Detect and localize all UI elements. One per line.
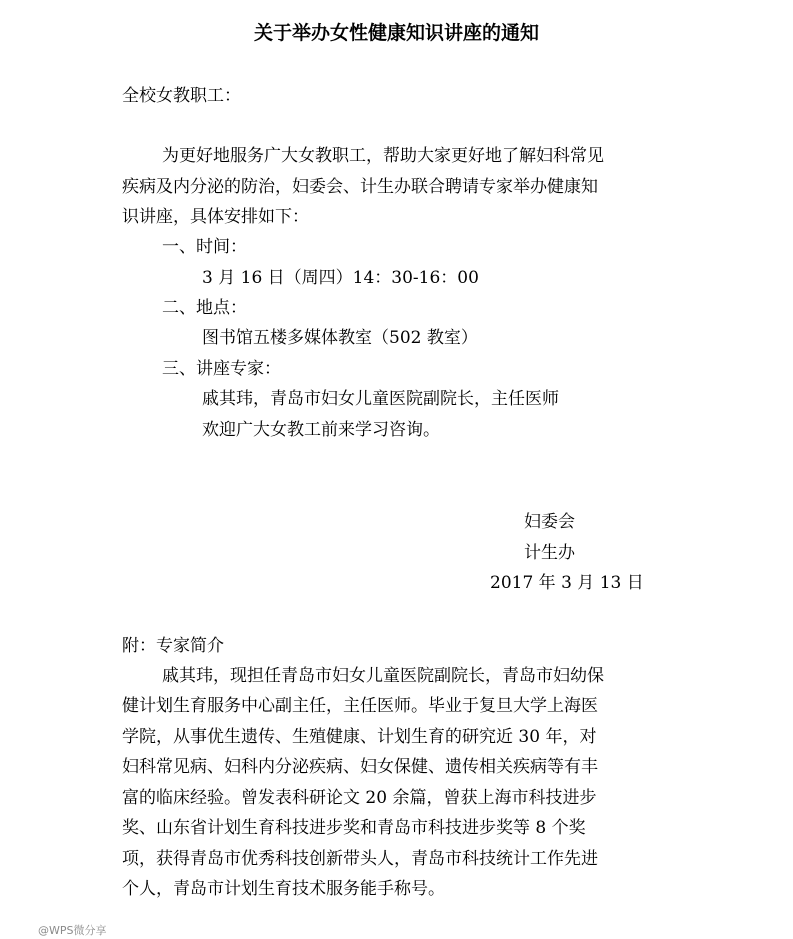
appendix-line: 个人，青岛市计划生育技术服务能手称号。 bbox=[122, 879, 445, 899]
document-title: 关于举办女性健康知识讲座的通知 bbox=[253, 22, 539, 44]
section-heading: 三、讲座专家： bbox=[162, 359, 281, 379]
appendix-line: 奖、山东省计划生育科技进步奖和青岛市科技进步奖等 8 个奖 bbox=[122, 818, 586, 838]
salutation: 全校女教职工： bbox=[122, 86, 241, 106]
section-body: 戚其玮，青岛市妇女儿童医院副院长，主任医师 bbox=[202, 389, 559, 409]
section-body: 3 月 16 日（周四）14：30-16：00 bbox=[202, 268, 479, 288]
section-heading: 一、时间： bbox=[162, 237, 247, 257]
signature-org: 计生办 bbox=[524, 543, 575, 563]
intro-line: 为更好地服务广大女教职工，帮助大家更好地了解妇科常见 bbox=[162, 146, 604, 166]
appendix-line: 学院，从事优生遗传、生殖健康、计划生育的研究近 30 年，对 bbox=[122, 727, 597, 747]
appendix-line: 妇科常见病、妇科内分泌疾病、妇女保健、遗传相关疾病等有丰 bbox=[122, 757, 598, 777]
appendix-line: 项，获得青岛市优秀科技创新带头人，青岛市科技统计工作先进 bbox=[122, 849, 598, 869]
appendix-line: 健计划生育服务中心副主任，主任医师。毕业于复旦大学上海医 bbox=[122, 696, 598, 716]
appendix-line: 富的临床经验。曾发表科研论文 20 余篇，曾获上海市科技进步 bbox=[122, 788, 597, 808]
section-body: 图书馆五楼多媒体教室（502 教室） bbox=[202, 328, 478, 348]
section-body: 欢迎广大女教工前来学习咨询。 bbox=[202, 420, 440, 440]
intro-line: 疾病及内分泌的防治，妇委会、计生办联合聘请专家举办健康知 bbox=[122, 177, 598, 197]
signature-org: 妇委会 bbox=[524, 512, 575, 532]
signature-date: 2017 年 3 月 13 日 bbox=[490, 573, 644, 593]
intro-line: 识讲座，具体安排如下： bbox=[122, 207, 309, 227]
wps-watermark: @WPS微分享 bbox=[38, 924, 107, 937]
appendix-title: 附：专家简介 bbox=[122, 636, 224, 656]
appendix-line: 戚其玮，现担任青岛市妇女儿童医院副院长，青岛市妇幼保 bbox=[162, 666, 604, 686]
section-heading: 二、地点： bbox=[162, 298, 247, 318]
